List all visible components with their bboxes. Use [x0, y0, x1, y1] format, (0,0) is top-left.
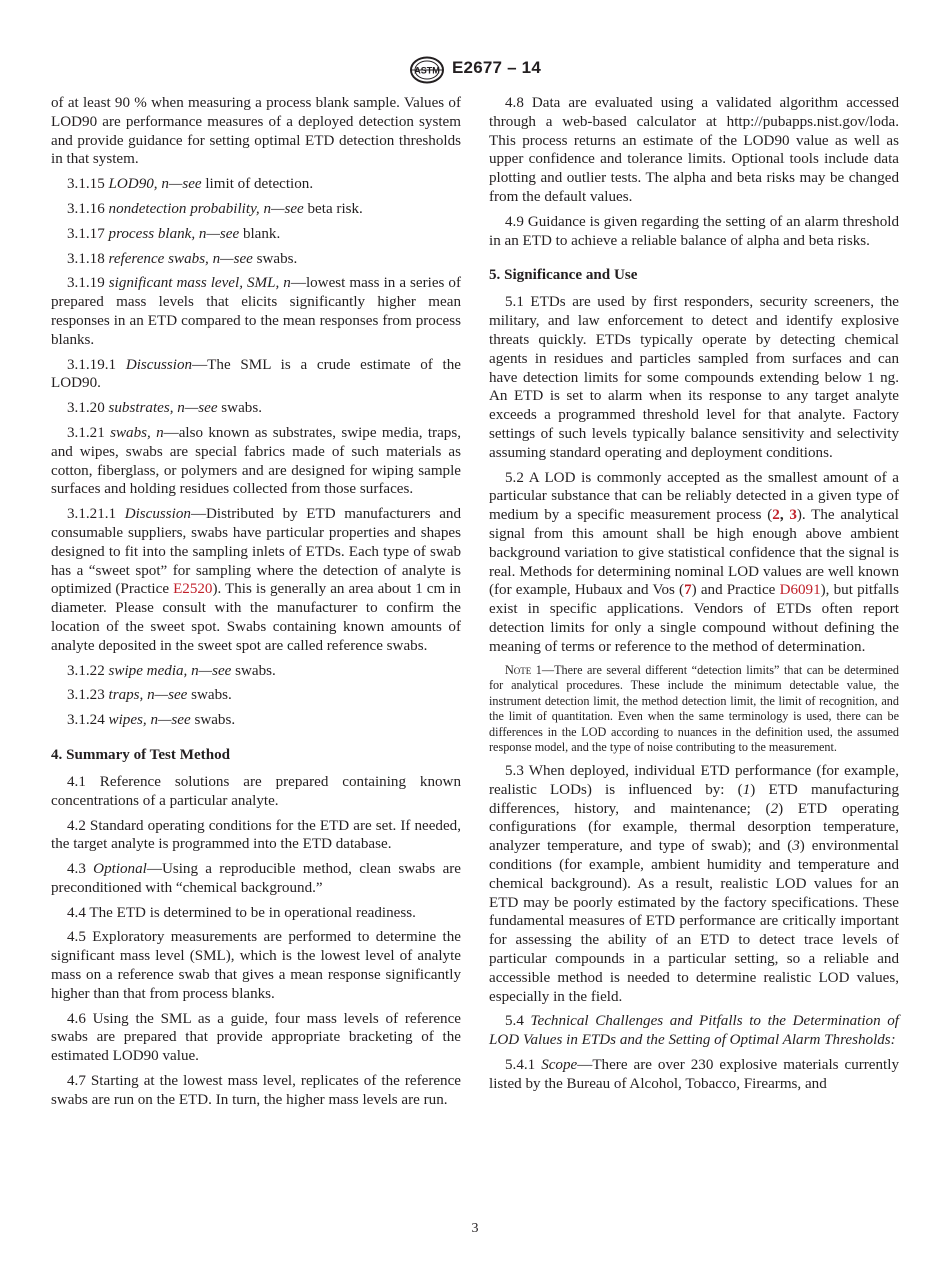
definition-3-1-20: 3.1.20 substrates, n—see swabs.: [67, 400, 262, 417]
definition-3-1-24: 3.1.24 wipes, n—see swabs.: [67, 712, 236, 729]
paragraph-4-4: 4.4 The ETD is determined to be in operational readiness.: [67, 904, 416, 921]
paragraph-4-1: 4.1 Reference solutions are prepared containing known concentrations of a particular analyte.: [51, 773, 461, 809]
paragraph-5-3: 5.3 When deployed, individual ETD performance (for example, realistic LODs) is influenced by: (1) ETD manufacturing differences, history, and maintenance; (2) ETD operating configurations (for example, thermal desorption temperature, analyzer temperature, and type of swab); and (3) environmental conditions (for example, ambient humidity and temperature and chemical background). As a result, realistic LOD values for an ETD may be poorly estimated by the factory specifications. These fundamental measures of ETD performance are critically important for assessing the ability of an ETD to detect trace levels of particular compounds in a particular setting, so a reliable and accessible method is needed to determine realistic LOD values, especially in the field.: [489, 763, 899, 1005]
paragraph-4-9: 4.9 Guidance is given regarding the setting of an alarm threshold in an ETD to achieve a reliable balance of alpha and beta risks.: [489, 213, 899, 249]
astm-logo-icon: [408, 56, 446, 84]
paragraph-4-6: 4.6 Using the SML as a guide, four mass levels of reference swabs are prepared that provide appropriate bracketing of the estimated LOD90 value.: [51, 1010, 461, 1065]
definition-3-1-19: 3.1.19 significant mass level, SML, n—lowest mass in a series of prepared mass levels that elicits significantly higher mean responses in an ETD compared to the mean responses from process blanks.: [51, 275, 461, 348]
paragraph-4-8: 4.8 Data are evaluated using a validated algorithm accessed through a web-based calculator at http://pubapps.nist.gov/loda. This process returns an estimate of the LOD90 value as well as upper confidence and tolerance limits. Optional tools include data plotting and outlier tests. The alpha and beta risks may be changed from the default values.: [489, 95, 899, 205]
standard-designation: E2677 – 14: [452, 58, 541, 77]
definition-3-1-17: 3.1.17 process blank, n—see blank.: [67, 225, 281, 242]
reference-link-7[interactable]: 7: [684, 582, 692, 599]
link-e2520[interactable]: E2520: [173, 581, 213, 598]
note-label: Note 1: [505, 662, 542, 677]
page-header: [0, 56, 950, 84]
definition-3-1-16: 3.1.16 nondetection probability, n—see beta risk.: [67, 200, 363, 217]
section-4-heading: 4. Summary of Test Method: [51, 746, 231, 763]
paragraph-5-4-1: 5.4.1 Scope—There are over 230 explosive materials currently listed by the Bureau of Alcohol, Tobacco, Firearms, and: [489, 1057, 899, 1092]
definition-3-1-18: 3.1.18 reference swabs, n—see swabs.: [67, 250, 298, 267]
paragraph-5-1: 5.1 ETDs are used by first responders, security screeners, the military, and law enforcement to detect and identify explosive threats quickly. ETDs typically operate by detecting chemical agents in residues and particles sampled from surfaces and can have detection limits for some compounds extending below 1 ng. An ETD is set to alarm when its response to any target analyte exceeds a programmed threshold level for that analyte. Factory settings of such levels typically balance sensitivity and selectivity assuming standard operating and deployment conditions.: [489, 294, 899, 461]
paragraph-4-3: 4.3 Optional—Using a reproducible method, clean swabs are preconditioned with “chemical background.”: [51, 861, 461, 896]
definition-3-1-22: 3.1.22 swipe media, n—see swabs.: [67, 662, 276, 679]
reference-link-3[interactable]: 3: [789, 507, 797, 524]
page-number: 3: [471, 1221, 479, 1236]
section-5-heading: 5. Significance and Use: [489, 267, 638, 284]
paragraph-4-5: 4.5 Exploratory measurements are performed to determine the significant mass level (SML), which is the lowest level of analyte mass on a reference swab that gives a mean response significantly higher than that from process blanks.: [51, 929, 461, 1002]
definition-3-1-15: 3.1.15 LOD90, n—see limit of detection.: [67, 176, 314, 193]
svg-text:ASTM: ASTM: [414, 65, 440, 76]
note-1: [489, 663, 899, 757]
reference-link-2[interactable]: 2: [772, 507, 780, 524]
definition-3-1-23: 3.1.23 traps, n—see swabs.: [67, 687, 232, 704]
paragraph-continuation: of at least 90 % when measuring a process blank sample. Values of LOD90 are performance measures of a deployed detection system and provide guidance for setting optimal ETD detection thresholds in that system.: [51, 95, 461, 168]
paragraph-4-2: 4.2 Standard operating conditions for the ETD are set. If needed, the target analyte is programmed into the ETD database.: [51, 817, 461, 853]
discussion-3-1-19-1: 3.1.19.1 Discussion—The SML is a crude estimate of the LOD90.: [51, 356, 461, 392]
discussion-3-1-21-1: 3.1.21.1 Discussion—Distributed by ETD manufacturers and consumable suppliers, swabs have particular properties and shapes designed to fit into the sampling inlets of ETDs. Each type of swab has a “sweet spot” for sampling where the detection of analyte is optimized (Practice E2520). This is generally an area about 1 cm in diameter. Please consult with the manufacturer to confirm the location of the sweet spot. Swabs containing known amounts of analyte deposited in the sweet spot are called reference swabs.: [51, 506, 461, 654]
left-column: [51, 94, 461, 1110]
paragraph-4-7: 4.7 Starting at the lowest mass level, replicates of the reference swabs are run on the ETD. In turn, the higher mass levels are run.: [51, 1073, 461, 1108]
note-text: —There are several different “detection limits” that can be determined for analytical procedures. These include the minimum detectable value, the instrument detection limit, the method detection limit, the limit of recognition, and the limit of quantitation. Even when the same terminology is used, there can be differences in the LOD according to nuances in the definition used, the assumed response model, and the type of noise contributing to the measurement.: [489, 662, 899, 755]
paragraph-5-4: 5.4 Technical Challenges and Pitfalls to the Determination of LOD Values in ETDs and the Setting of Optimal Alarm Thresholds:: [489, 1013, 900, 1049]
link-d6091[interactable]: D6091: [779, 582, 821, 599]
right-column: [489, 94, 899, 1094]
paragraph-5-2: 5.2 A LOD is commonly accepted as the smallest amount of a particular substance that can be reliably detected in a given type of medium by a specific measurement process (2, 3). The analytical signal from this amount shall be high enough above ambient background variation to give statistical confidence that the signal is real. Methods for determining nominal LOD values are well known (for example, Hubaux and Vos (7) and Practice D6091), but pitfalls exist in specific applications. Vendors of ETDs often report detection limits for only a single compound without defining the meaning of terms or reference to the method of determination.: [489, 469, 899, 655]
definition-3-1-21: 3.1.21 swabs, n—also known as substrates, swipe media, traps, and wipes, swabs are special fabrics made of such materials as cotton, fiberglass, or polymers and are designed for wiping sample surfaces and holding residues collected from those surfaces.: [51, 424, 461, 498]
